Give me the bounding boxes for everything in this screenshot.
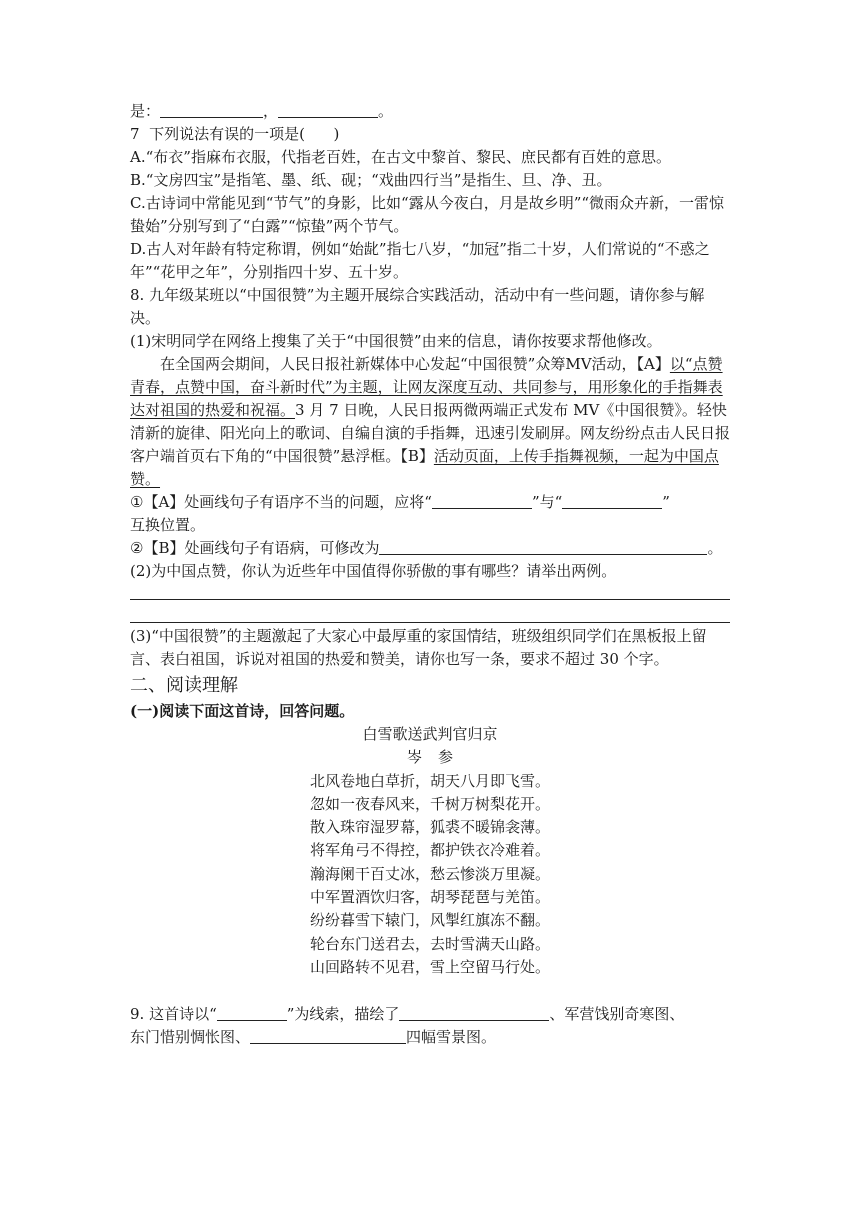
answer-blank[interactable] xyxy=(379,538,707,555)
section-subtitle: (一)阅读下面这首诗，回答问题。 xyxy=(130,702,355,720)
q7-option-c: C.古诗词中常能见到“节气”的身影，比如“露从今夜白，月是故乡明”“微雨众卉新，一雷惊蛰始”分别写到了“白露”“惊蛰”两个节气。 xyxy=(130,194,725,235)
poem-line: 轮台东门送君去，去时雪满天山路。 xyxy=(309,934,550,953)
q7-option-d: D.古人对年龄有特定称谓，例如“始龀”指七八岁，“加冠”指二十岁，人们常说的“不惑之年”“花甲之年”，分别指四十岁、五十岁。 xyxy=(130,240,710,281)
poem-line: 纷纷暮雪下辕门，风掣红旗冻不翻。 xyxy=(309,911,550,930)
poem-line: 忽如一夜春风来，千树万树梨花开。 xyxy=(309,794,550,813)
answer-blank[interactable] xyxy=(562,492,662,509)
q7-option-a: A.“布衣”指麻布衣服，代指老百姓，在古文中黎首、黎民、庶民都有百姓的意思。 xyxy=(130,148,671,166)
poem-line: 北风卷地白草折，胡天八月即飞雪。 xyxy=(309,771,550,790)
q8-passage: 在全国两会期间，人民日报社新媒体中心发起“中国很赞”众筹MV活动，【A】以“点赞青春，点赞中国，奋斗新时代”为主题，让网友深度互动、共同参与，用形象化的手指舞表达对祖国的热爱和祝福。3 月 7 日晚，人民日报两微两端正式发布 MV《中国很赞》。轻快清新的旋律、阳光向上的歌词、自编自演的手指舞，迅速引发刷屏。网友纷纷点击人民日报客户端首页右下角的“中国很赞”悬浮框。【B】活动页面，上传手指舞视频，一起为中国点赞。 xyxy=(130,355,731,488)
q9-line2: 东门惜别惆怅图、 四幅雪景图。 xyxy=(130,1028,497,1047)
poem-author: 岑 参 xyxy=(406,748,454,767)
q8-sub2: (2)为中国点赞，你认为近些年中国值得你骄傲的事有哪些？请举出两例。 xyxy=(130,562,617,580)
q8-stem: 8. 九年级某班以“中国很赞”为主题开展综合实践活动，活动中有一些问题，请你参与解决。 xyxy=(130,286,705,327)
answer-blank[interactable] xyxy=(217,1004,287,1021)
poem-block xyxy=(130,723,730,979)
answer-rule[interactable] xyxy=(130,600,730,623)
poem-line: 中军置酒饮归客，胡琴琵琶与羌笛。 xyxy=(309,888,550,907)
underlined-sentence-b: 活动页面，上传手指舞视频，一起为中国点赞。 xyxy=(130,447,719,488)
worksheet-page xyxy=(130,100,730,1049)
q8-sub1: (1)宋明同学在网络上搜集了关于“中国很赞”由来的信息，请你按要求帮他修改。 xyxy=(130,332,662,350)
poem-line: 散入珠帘湿罗幕，狐裘不暖锦衾薄。 xyxy=(309,818,550,837)
q8-question-b: ②【B】处画线句子有语病，可修改为 。 xyxy=(130,539,723,557)
answer-blank[interactable] xyxy=(278,101,378,118)
poem-line: 瀚海阑干百丈冰，愁云惨淡万里凝。 xyxy=(309,864,550,883)
answer-line-top: 是： ， 。 xyxy=(130,102,394,120)
section-title: 二、阅读理解 xyxy=(130,675,238,696)
answer-blank[interactable] xyxy=(250,1027,406,1044)
q8-sub3: (3)“中国很赞”的主题激起了大家心中最厚重的家国情结，班级组织同学们在黑板报上留言、表白祖国，诉说对祖国的热爱和赞美，请你也写一条，要求不超过 30 个字。 xyxy=(130,627,707,668)
q9-line1: 9. 这首诗以“ ”为线索，描绘了 、军营饯别奇寒图、 xyxy=(130,1005,685,1024)
poem-title: 白雪歌送武判官归京 xyxy=(362,725,498,743)
answer-blank[interactable] xyxy=(432,492,532,509)
answer-blank[interactable] xyxy=(399,1004,549,1021)
poem-line: 山回路转不见君，雪上空留马行处。 xyxy=(309,957,550,976)
poem-line: 将军角弓不得控，都护铁衣冷难着。 xyxy=(309,841,550,860)
q7-stem: 7 下列说法有误的一项是( ) xyxy=(130,125,340,143)
q8-question-a: ①【A】处画线句子有语序不当的问题，应将“ ”与“ ” xyxy=(130,493,670,511)
q8-question-a-cont: 互换位置。 xyxy=(130,516,206,534)
answer-blank[interactable] xyxy=(160,101,263,118)
answer-rule[interactable] xyxy=(130,583,730,600)
q7-option-b: B.“文房四宝”是指笔、墨、纸、砚；“戏曲四行当”是指生、旦、净、丑。 xyxy=(130,171,612,189)
underlined-sentence-a: 以“点赞青春，点赞中国，奋斗新时代”为主题，让网友深度互动、共同参与，用形象化的手指舞表达对祖国的热爱和祝福。 xyxy=(130,355,723,419)
